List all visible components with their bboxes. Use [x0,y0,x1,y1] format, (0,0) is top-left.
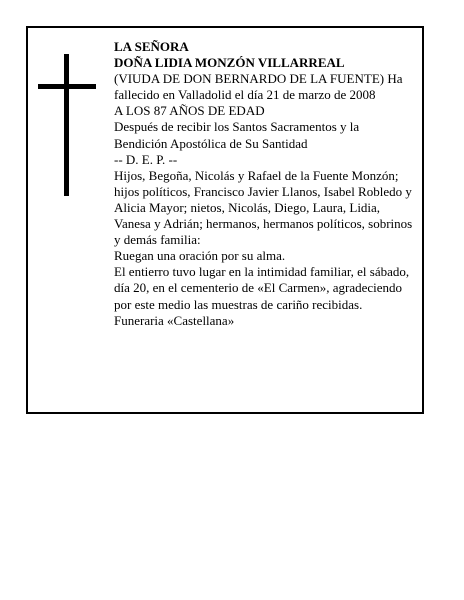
widow-and-death-statement: (VIUDA DE DON BERNARDO DE LA FUENTE) Ha fallecido en Valladolid el día 21 de marzo de 2008 [114,71,403,103]
family-list: Hijos, Begoña, Nicolás y Rafael de la Fuente Monzón; hijos políticos, Francisco Javier Llanos, Isabel Robledo y Alicia Mayor; nietos, Nicolás, Diego, Laura, Lidia, Vanesa y Adrián; hermanos, hermanos políticos, sobrinos y demás familia: [114,167,413,248]
prayer-request: Ruegan una oración por su alma. [114,248,286,264]
rest-in-peace: -- D. E. P. -- [114,151,178,167]
age-at-death: A LOS 87 AÑOS DE EDAD [114,103,265,119]
funeral-home: Funeraria «Castellana» [114,312,235,328]
sacraments-statement: Después de recibir los Santos Sacramentos y la Bendición Apostólica de Su Santidad [114,119,360,151]
burial-statement: El entierro tuvo lugar en la intimidad familiar, el sábado, día 20, en el cementerio de «El Carmen», agradeciendo por este medio las muestras de cariño recibidas. [114,264,410,312]
cross-vertical-bar [64,54,69,196]
notice-heading-title: LA SEÑORA [114,39,189,54]
obituary-text [114,39,414,329]
deceased-name: DOÑA LIDIA MONZÓN VILLARREAL [114,55,345,71]
cross-horizontal-bar [38,84,96,89]
latin-cross-icon [38,54,96,196]
